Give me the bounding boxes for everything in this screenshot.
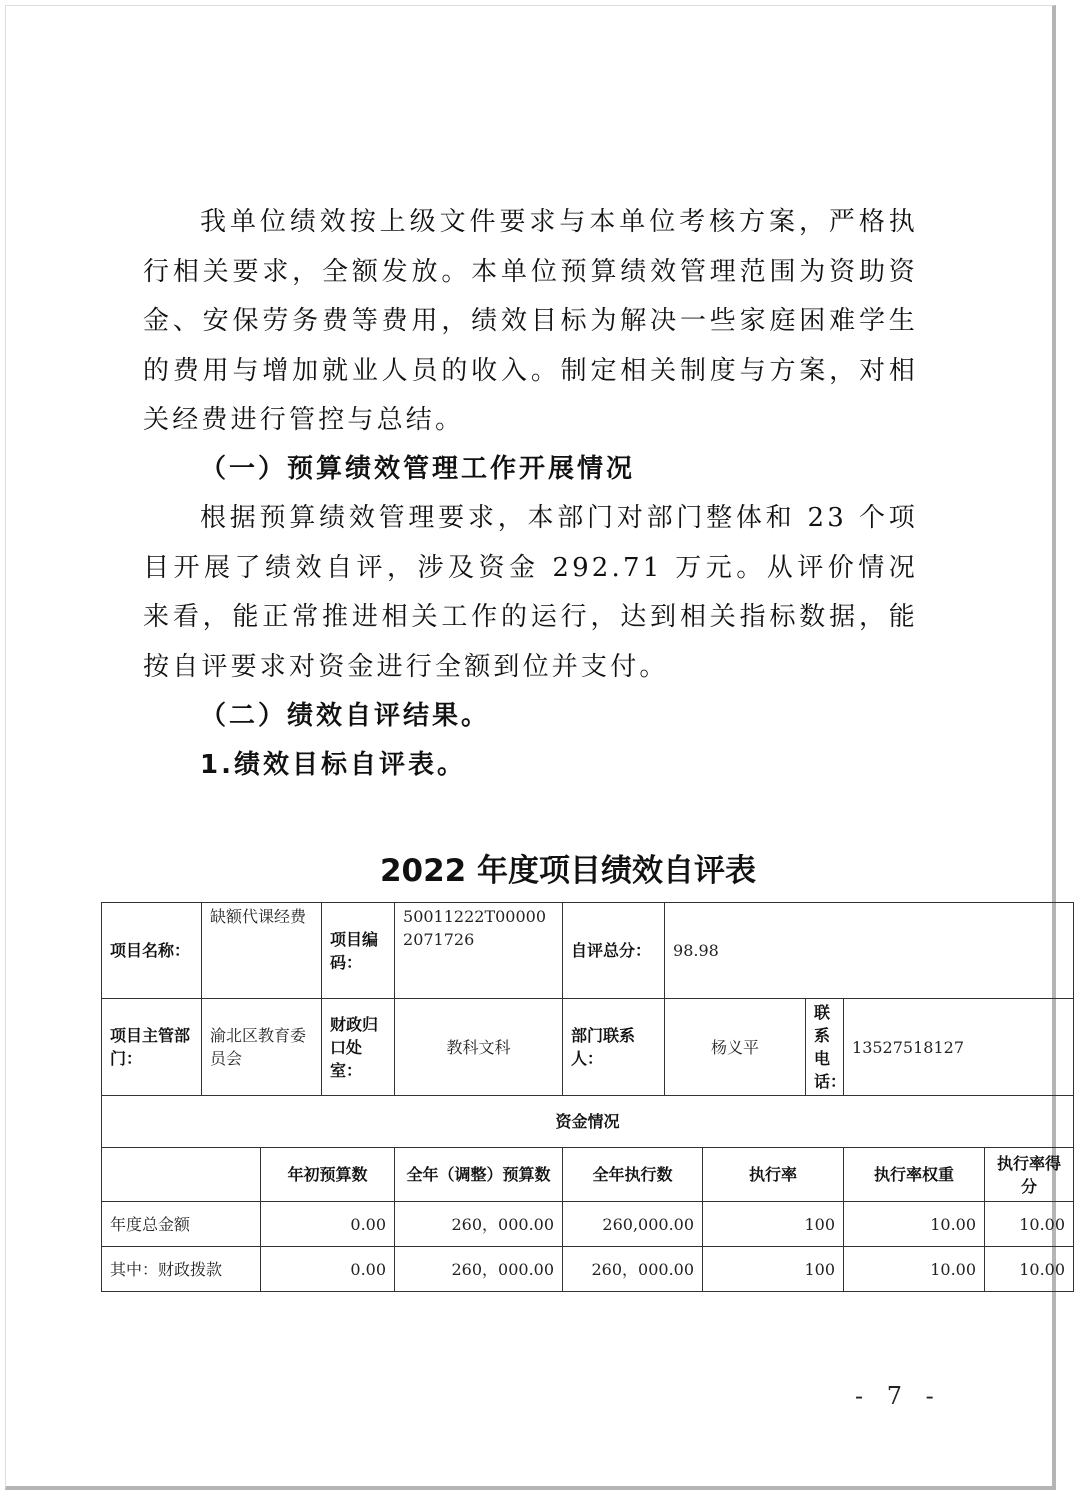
phone-label: 联系电话： [806, 999, 844, 1096]
table-row [102, 903, 1074, 999]
cell: 10.00 [844, 1202, 985, 1247]
cell: 0.00 [261, 1202, 395, 1247]
cell: 100 [703, 1202, 844, 1247]
cell: 10.00 [985, 1247, 1074, 1292]
table-row [102, 1202, 1074, 1247]
dept: 渝北区教育委员会 [202, 999, 322, 1096]
row-label: 其中：财政拨款 [102, 1247, 261, 1292]
project-code: 50011222T000002071726 [395, 903, 563, 999]
project-code-label: 项目编码： [322, 903, 395, 999]
cell: 260，000.00 [563, 1247, 703, 1292]
dept-label: 项目主管部门： [102, 999, 202, 1096]
cell: 10.00 [844, 1247, 985, 1292]
contact-label: 部门联系人： [563, 999, 665, 1096]
contact: 杨义平 [665, 999, 806, 1096]
cell: 100 [703, 1247, 844, 1292]
project-name: 缺额代课经费 [202, 903, 322, 999]
col-header: 执行率权重 [844, 1148, 985, 1202]
col-header: 年初预算数 [261, 1148, 395, 1202]
phone: 13527518127 [844, 999, 1074, 1096]
cell: 0.00 [261, 1247, 395, 1292]
cell: 260，000.00 [395, 1247, 563, 1292]
project-name-label: 项目名称： [102, 903, 202, 999]
self-score-label: 自评总分： [563, 903, 665, 999]
performance-table [101, 902, 1074, 1292]
section-heading-2: （二）绩效自评结果。 [200, 701, 491, 731]
header-blank [102, 1148, 261, 1202]
section-heading-3: 1.绩效目标自评表。 [200, 750, 466, 780]
paragraph-evaluation: 根据预算绩效管理要求，本部门对部门整体和 23 个项目开展了绩效自评，涉及资金 292.71 万元。从评价情况来看，能正常推进相关工作的运行，达到相关指标数据，能按自评要求对资金进行全额到位并支付。 [143, 503, 918, 682]
table-row [102, 1247, 1074, 1292]
table-row [102, 999, 1074, 1096]
cell: 260，000.00 [395, 1202, 563, 1247]
table-row [102, 1148, 1074, 1202]
col-header: 全年（调整）预算数 [395, 1148, 563, 1202]
finance-office-label: 财政归口处室： [322, 999, 395, 1096]
col-header: 执行率得分 [985, 1148, 1074, 1202]
finance-office: 教科文科 [395, 999, 563, 1096]
section-heading-1: （一）预算绩效管理工作开展情况 [200, 454, 636, 484]
table-title: 2022 年度项目绩效自评表 [379, 853, 757, 889]
page-number: - 7 - [855, 1382, 942, 1410]
funds-header: 资金情况 [102, 1096, 1074, 1148]
cell: 260,000.00 [563, 1202, 703, 1247]
self-score: 98.98 [665, 903, 1074, 999]
col-header: 执行率 [703, 1148, 844, 1202]
paragraph-intro: 我单位绩效按上级文件要求与本单位考核方案，严格执行相关要求，全额发放。本单位预算绩效管理范围为资助资金、安保劳务费等费用，绩效目标为解决一些家庭困难学生的费用与增加就业人员的收入。制定相关制度与方案，对相关经费进行管控与总结。 [143, 207, 918, 435]
col-header: 全年执行数 [563, 1148, 703, 1202]
table-row [102, 1096, 1074, 1148]
cell: 10.00 [985, 1202, 1074, 1247]
row-label: 年度总金额 [102, 1202, 261, 1247]
